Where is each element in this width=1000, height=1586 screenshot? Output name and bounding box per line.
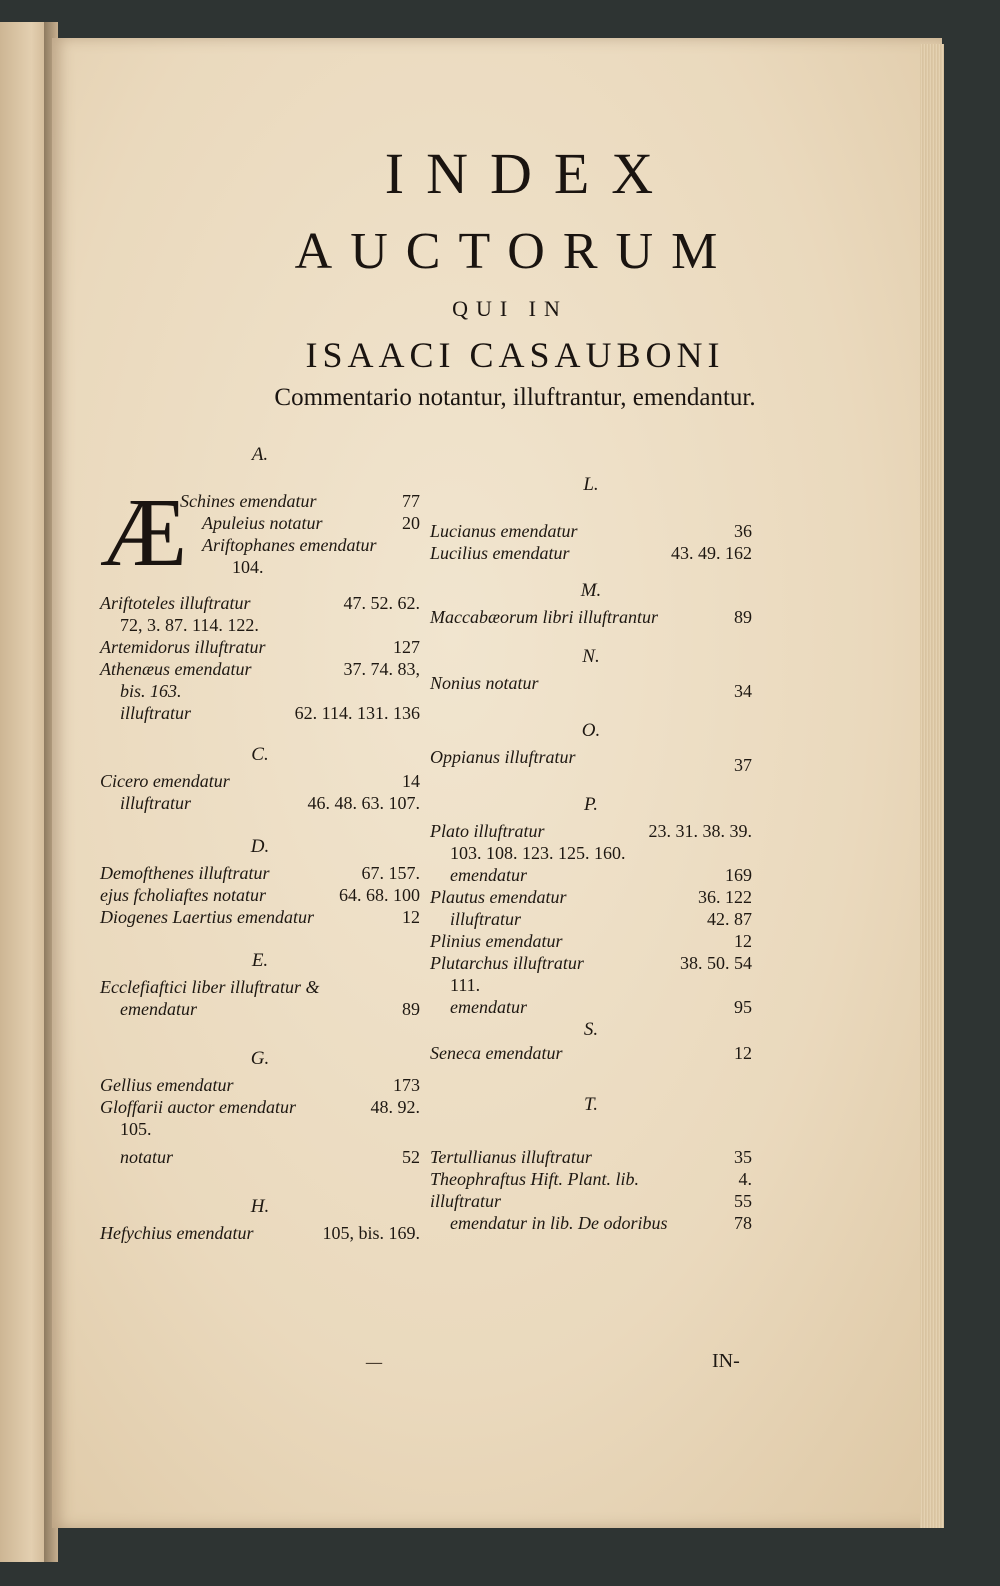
section-letter-s: S. — [583, 1019, 599, 1040]
index-entry-continuation: emendatur 95 — [450, 997, 752, 1017]
section-letter-n: N. — [582, 646, 600, 667]
section-letter-t: T. — [584, 1094, 598, 1115]
section-a-dropcap-entries — [180, 490, 420, 578]
index-entry: Artemidorus illuftratur 127 — [100, 637, 420, 657]
title-commentario: Commentario notantur, illuftrantur, emendantur. — [274, 384, 756, 411]
section-letter-c: C. — [251, 744, 269, 765]
index-entry: ejus fcholiaftes notatur 64. 68. 100 — [100, 885, 420, 905]
index-entry: Gloffarii auctor emendatur 48. 92. — [100, 1097, 420, 1117]
title-index: INDEX — [384, 141, 676, 206]
index-entry: Plutarchus illuftratur 38. 50. 54 — [430, 953, 752, 973]
index-entry: Theophraftus Hift. Plant. lib. 4. — [430, 1169, 752, 1189]
index-entry: Apuleius notatur 20 — [202, 513, 420, 533]
footer-dash: — — [365, 1352, 383, 1373]
index-entry-continuation: emendatur in lib. De odoribus 78 — [450, 1213, 752, 1233]
index-entry: Oppianus illuftratur 37 — [430, 747, 752, 775]
index-entry: Nonius notatur 34 — [430, 673, 752, 701]
index-entry: Maccabæorum libri illuftrantur 89 — [430, 607, 752, 627]
title-qui-in: QUI IN — [452, 296, 568, 321]
index-entry: Plinius emendatur 12 — [430, 931, 752, 951]
index-entry-continuation: 72, 3. 87. 114. 122. — [120, 615, 259, 635]
index-entry: Demofthenes illuftratur 67. 157. — [100, 863, 420, 883]
index-entry: Plautus emendatur 36. 122 — [430, 887, 752, 907]
section-letter-l: L. — [583, 474, 599, 495]
index-entry: Cicero emendatur 14 — [100, 771, 420, 791]
index-entry: illuftratur 55 — [430, 1191, 752, 1211]
catchword: IN- — [712, 1350, 740, 1372]
section-letter-h: H. — [250, 1196, 270, 1217]
index-entry-continuation: illuftratur 46. 48. 63. 107. — [120, 793, 420, 813]
index-entry: Athenæus emendatur 37. 74. 83, — [100, 659, 420, 679]
index-entry-continuation: illuftratur 42. 87 — [450, 909, 752, 929]
index-entry-continuation: bis. 163. — [120, 681, 182, 701]
index-entry-continuation: 105. — [120, 1119, 152, 1139]
title-auctorum: AUCTORUM — [294, 223, 736, 280]
index-entry-continuation: 103. 108. 123. 125. 160. — [450, 843, 626, 863]
index-entry: Ariftophanes emendatur — [202, 535, 377, 555]
index-entry: Ariftoteles illuftratur 47. 52. 62. — [100, 593, 420, 613]
index-entry-continuation: illuftratur 62. 114. 131. 136 — [120, 703, 420, 723]
index-entry: Gellius emendatur 173 — [100, 1075, 420, 1095]
index-entry-continuation: 111. — [450, 975, 481, 995]
index-entry: Ecclefiaftici liber illuftratur & — [100, 977, 320, 997]
index-entry: Diogenes Laertius emendatur 12 — [100, 907, 420, 927]
index-entry: Plato illuftratur 23. 31. 38. 39. — [430, 821, 752, 841]
left-column-body — [100, 592, 420, 1244]
section-letter-o: O. — [581, 720, 601, 741]
index-entry: Hefychius emendatur 105, bis. 169. — [100, 1223, 420, 1243]
index-entry-continuation: emendatur 169 — [450, 865, 752, 885]
section-letter-m: M. — [580, 580, 602, 601]
index-entry: Lucianus emendatur 36 — [430, 521, 752, 541]
section-letter-e: E. — [251, 950, 269, 971]
index-entry: Lucilius emendatur 43. 49. 162 — [430, 543, 752, 563]
index-entry: Seneca emendatur 12 — [430, 1043, 752, 1063]
index-entry-continuation: notatur 52 — [120, 1147, 420, 1167]
title-isaaci-casauboni: ISAACI CASAUBONI — [305, 335, 725, 375]
index-entry-continuation: emendatur 89 — [120, 999, 420, 1019]
right-column — [430, 470, 752, 1234]
index-entry: Tertullianus illuftratur 35 — [430, 1147, 752, 1167]
left-column — [100, 440, 420, 470]
drop-cap: Æ — [100, 479, 188, 587]
index-entry: Schines emendatur 77 — [180, 491, 420, 511]
section-letter-g: G. — [250, 1048, 270, 1069]
section-letter-p: P. — [584, 794, 598, 815]
index-entry: 104. — [232, 557, 264, 577]
section-letter-d: D. — [250, 836, 270, 857]
section-letter-a: A. — [251, 444, 269, 465]
previous-page-text-fragments — [2, 142, 16, 1402]
